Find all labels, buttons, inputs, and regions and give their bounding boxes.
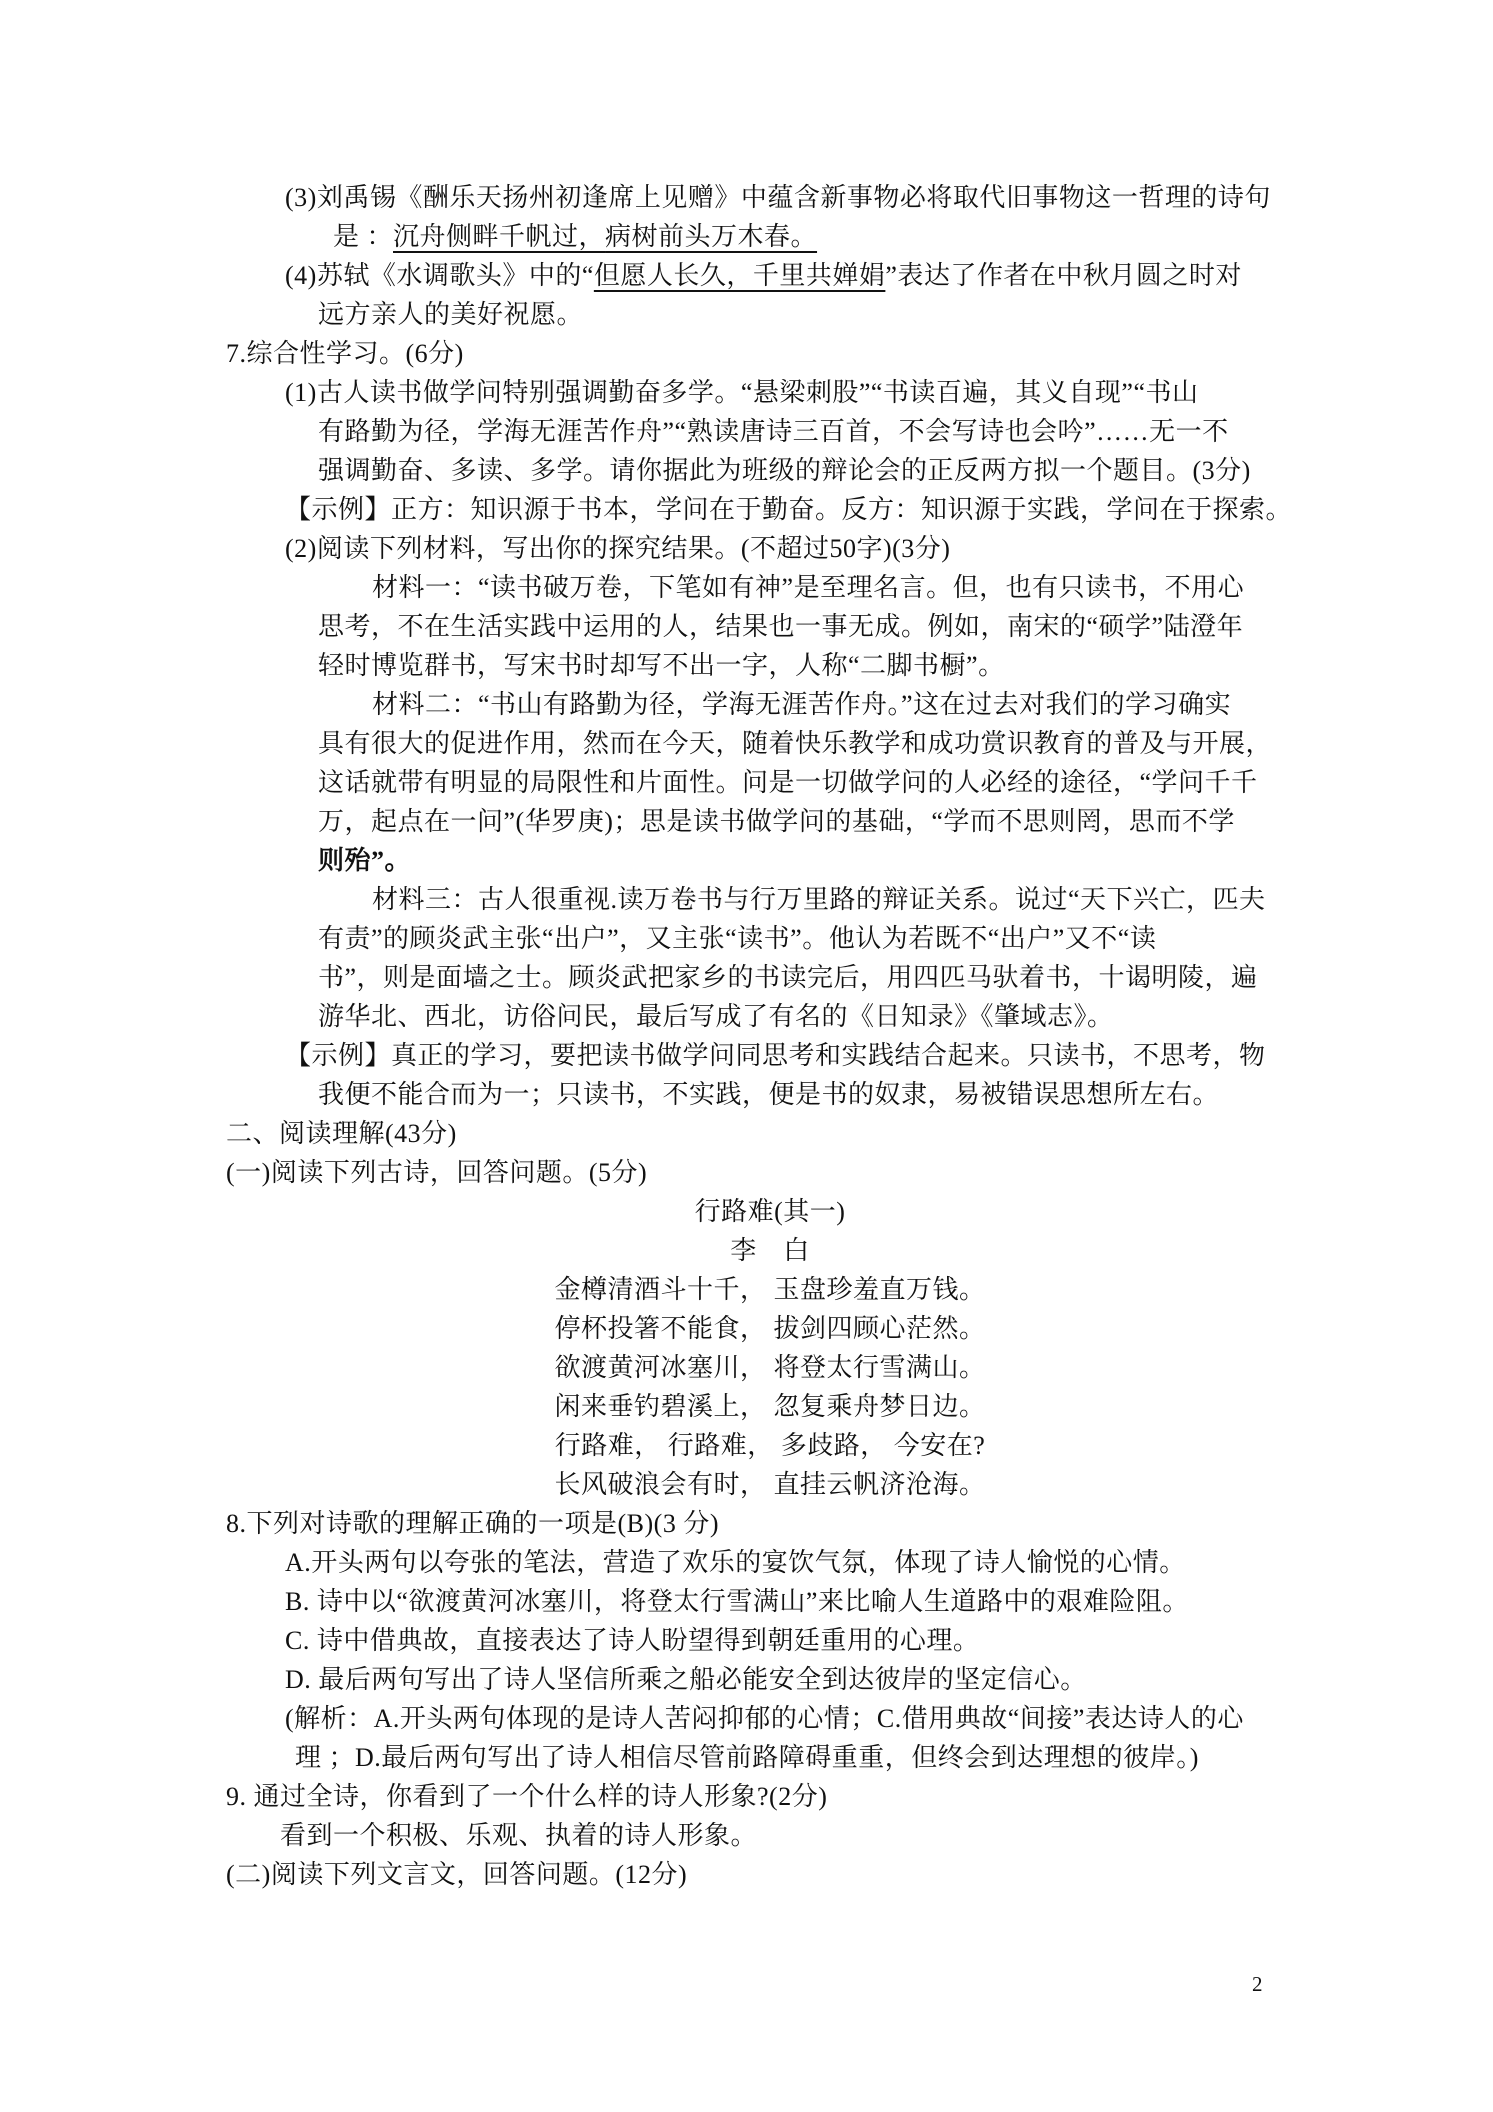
text-line [0, 256, 1493, 295]
text-segment: 7.综合性学习。(6分) [226, 339, 464, 368]
text-line [0, 880, 1493, 919]
text-segment: C. 诗中借典故，直接表达了诗人盼望得到朝廷重用的心理。 [285, 1626, 980, 1655]
text-segment: 具有很大的促进作用，然而在今天，随着快乐教学和成功赏识教育的普及与开展， [318, 729, 1273, 758]
underlined-answer: 病树前头万木春。 [605, 222, 818, 251]
text-line [0, 1621, 1493, 1660]
text-line [228, 1387, 1312, 1426]
text-line [0, 1153, 1493, 1192]
text-segment: 游华北、西北，访俗问民，最后写成了有名的《日知录》《肇域志》。 [318, 1002, 1114, 1031]
text-line [0, 1114, 1493, 1153]
text-line [0, 1036, 1493, 1075]
text-line [0, 1738, 1493, 1777]
text-segment: 材料一：“读书破万卷，下笔如有神”是至理名言。但，也有只读书，不用心 [372, 573, 1245, 602]
text-line [0, 1777, 1493, 1816]
text-segment: (解析：A.开头两句体现的是诗人苦闷抑郁的心情；C.借用典故“间接”表达诗人的心 [285, 1704, 1244, 1733]
text-line [228, 1348, 1312, 1387]
text-line [0, 1504, 1493, 1543]
page-number: 2 [1252, 1972, 1263, 1996]
text-segment: 轻时博览群书，写宋书时却写不出一字，人称“二脚书橱”。 [318, 651, 1005, 680]
text-segment: 李 白 [730, 1236, 810, 1265]
text-segment: (3)刘禹锡《酬乐天扬州初逢席上见赠》中蕴含新事物必将取代旧事物这一哲理的诗句 [285, 183, 1271, 212]
text-line [0, 763, 1493, 802]
text-segment: (二)阅读下列文言文，回答问题。(12分) [226, 1860, 688, 1889]
text-segment: 金樽清酒斗十千， 玉盘珍羞直万钱。 [554, 1275, 986, 1304]
text-line [228, 1309, 1312, 1348]
text-line [0, 490, 1493, 529]
text-segment: 思考，不在生活实践中运用的人，结果也一事无成。例如，南宋的“硕学”陆澄年 [318, 612, 1244, 641]
text-segment: 是 ： [333, 222, 394, 251]
text-segment: 有路勤为径，学海无涯苦作舟”“熟读唐诗三百首，不会写诗也会吟”……无一不 [318, 417, 1229, 446]
text-segment: (一)阅读下列古诗，回答问题。(5分) [226, 1158, 648, 1187]
text-line [0, 997, 1493, 1036]
text-segment: 【示例】真正的学习，要把读书做学问同思考和实践结合起来。只读书，不思考，物 [285, 1041, 1266, 1070]
text-segment: 8.下列对诗歌的理解正确的一项是(B)(3 分) [226, 1509, 719, 1538]
text-line [0, 295, 1493, 334]
text-segment: 闲来垂钓碧溪上， 忽复乘舟梦日边。 [554, 1392, 986, 1421]
text-segment: 远方亲人的美好祝愿。 [318, 300, 584, 329]
text-line [0, 373, 1493, 412]
text-segment: 材料二：“书山有路勤为径，学海无涯苦作舟。”这在过去对我们的学习确实 [372, 690, 1232, 719]
text-segment: 理 ；D.最后两句写出了诗人相信尽管前路障碍重重，但终会到达理想的彼岸。) [295, 1743, 1199, 1772]
text-line [0, 568, 1493, 607]
text-segment: 行路难， 行路难， 多歧路， 今安在? [554, 1431, 986, 1460]
text-line [0, 646, 1493, 685]
text-segment: 停杯投箸不能食， 拔剑四顾心茫然。 [554, 1314, 986, 1343]
text-line [0, 919, 1493, 958]
underlined-answer: 但愿人长久，千里共婵娟 [593, 261, 886, 290]
text-segment: 则殆”。 [318, 846, 412, 875]
text-line [0, 412, 1493, 451]
text-segment: (4)苏轼《水调歌头》中的“ [285, 261, 594, 290]
text-segment: B. 诗中以“欲渡黄河冰塞川，将登太行雪满山”来比喻人生道路中的艰难险阻。 [285, 1587, 1189, 1616]
text-line [0, 217, 1493, 256]
text-line [0, 1855, 1493, 1894]
text-segment: 行路难(其一) [694, 1197, 846, 1226]
text-line [0, 529, 1493, 568]
text-segment: (1)古人读书做学问特别强调勤奋多学。“悬梁刺股”“书读百遍，其义自现”“书山 [285, 378, 1199, 407]
text-line [0, 802, 1493, 841]
text-segment: A.开头两句以夸张的笔法，营造了欢乐的宴饮气氛，体现了诗人愉悦的心情。 [285, 1548, 1186, 1577]
text-line [228, 1465, 1312, 1504]
text-segment: 长风破浪会有时， 直挂云帆济沧海。 [554, 1470, 986, 1499]
text-line [0, 724, 1493, 763]
text-line [0, 178, 1493, 217]
text-line [0, 607, 1493, 646]
text-segment: 【示例】正方：知识源于书本，学问在于勤奋。反方：知识源于实践，学问在于探索。 [285, 495, 1293, 524]
text-segment: 有责”的顾炎武主张“出户”，又主张“读书”。他认为若既不“出户”又不“读 [318, 924, 1157, 953]
text-line [228, 1270, 1312, 1309]
text-line [0, 1816, 1493, 1855]
text-line [0, 958, 1493, 997]
text-segment: D. 最后两句写出了诗人坚信所乘之船必能安全到达彼岸的坚定信心。 [285, 1665, 1087, 1694]
underlined-answer: 沉舟侧畔千帆过， [393, 222, 606, 251]
text-segment: 强调勤奋、多读、多学。请你据此为班级的辩论会的正反两方拟一个题目。(3分) [318, 456, 1251, 485]
text-line [0, 685, 1493, 724]
text-segment: 我便不能合而为一；只读书，不实践，便是书的奴隶，易被错误思想所左右。 [318, 1080, 1220, 1109]
text-line [0, 1543, 1493, 1582]
text-segment: (2)阅读下列材料，写出你的探究结果。(不超过50字)(3分) [285, 534, 951, 563]
text-line [228, 1231, 1312, 1270]
text-line [0, 451, 1493, 490]
text-segment: 书”，则是面墙之士。顾炎武把家乡的书读完后，用四匹马驮着书，十谒明陵，遍 [318, 963, 1258, 992]
text-segment: 看到一个积极、乐观、执着的诗人形象。 [280, 1821, 758, 1850]
text-line [0, 334, 1493, 373]
text-line [0, 1660, 1493, 1699]
document-lines [0, 178, 1493, 1894]
text-segment: 这话就带有明显的局限性和片面性。问是一切做学问的人必经的途径，“学问千千 [318, 768, 1258, 797]
text-line [228, 1192, 1312, 1231]
text-line [0, 1699, 1493, 1738]
text-segment: 材料三：古人很重视.读万卷书与行万里路的辩证关系。说过“天下兴亡，匹夫 [372, 885, 1266, 914]
text-segment: 万，起点在一问”(华罗庚)；思是读书做学问的基础，“学而不思则罔，思而不学 [318, 807, 1235, 836]
text-line [0, 841, 1493, 880]
text-segment: 9. 通过全诗，你看到了一个什么样的诗人形象?(2分) [226, 1782, 828, 1811]
text-line [0, 1075, 1493, 1114]
text-segment: ”表达了作者在中秋月圆之时对 [885, 261, 1242, 290]
text-line [228, 1426, 1312, 1465]
text-line [0, 1582, 1493, 1621]
text-segment: 欲渡黄河冰塞川， 将登太行雪满山。 [554, 1353, 986, 1382]
text-segment: 二、阅读理解(43分) [226, 1119, 457, 1148]
